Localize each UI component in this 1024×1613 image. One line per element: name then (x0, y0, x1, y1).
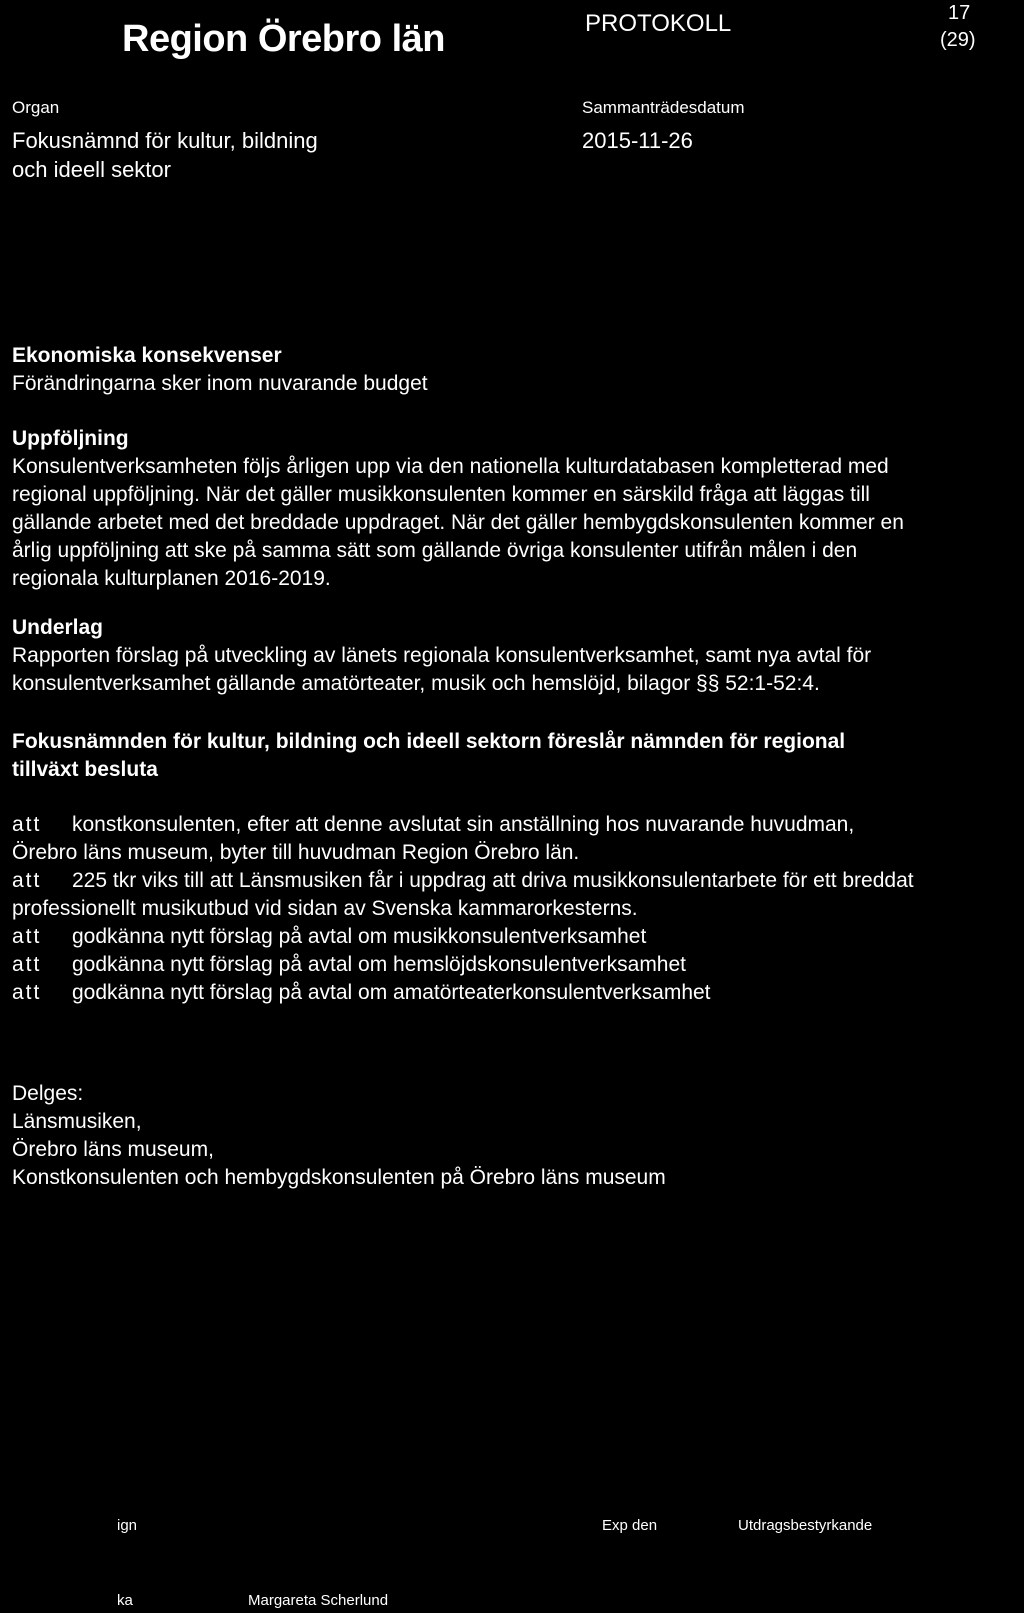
paragraph-line: Förändringarna sker inom nuvarande budget (12, 372, 428, 395)
decision-continuation: Örebro läns museum, byter till huvudman Region Örebro län. (12, 841, 580, 864)
recipient: Örebro läns museum, (12, 1138, 214, 1161)
proposal-heading-line-1: Fokusnämnden för kultur, bildning och ideell sektorn föreslår nämnden för regional (12, 730, 846, 753)
att-prefix: att (12, 953, 42, 976)
recipient: Länsmusiken, (12, 1110, 142, 1133)
section-heading: Uppföljning (12, 427, 129, 450)
section-heading: Underlag (12, 616, 104, 639)
paragraph-line: gällande arbetet med det breddade uppdraget. När det gäller hembygdskonsulenten kommer en (12, 511, 904, 534)
section-uppfoljning (12, 425, 1020, 593)
exp-label: Exp den (602, 1517, 658, 1534)
att-prefix: att (12, 925, 42, 948)
section-underlag (12, 614, 1020, 698)
paragraph-line: Konsulentverksamheten följs årligen upp via den nationella kulturdatabasen kompletterad med (12, 455, 889, 478)
delges-block (12, 1080, 1020, 1192)
decision-item (12, 867, 1020, 895)
meeting-date: 2015-11-26 (582, 128, 693, 153)
recipient: Konstkonsulenten och hembygdskonsulenten på Örebro läns museum (12, 1166, 666, 1189)
proposal-heading-line-2: tillväxt besluta (12, 758, 158, 781)
decision-text: godkänna nytt förslag på avtal om musikkonsulentverksamhet (72, 925, 647, 948)
page-number: 17 (948, 2, 971, 24)
organ-label: Organ (12, 98, 60, 117)
document-type: PROTOKOLL (585, 10, 732, 37)
region-logo: Region Örebro län (122, 18, 445, 60)
section-forslag (12, 728, 1020, 784)
decision-item (12, 951, 1020, 979)
decision-item (12, 811, 1020, 839)
decision-list (12, 811, 1020, 1007)
paragraph-line: konsulentverksamhet gällande amatörteater, musik och hemslöjd, bilagor §§ 52:1-52:4. (12, 672, 820, 695)
paragraph-line: årlig uppföljning att ske på samma sätt som gällande övriga konsulenter utifrån målen i den (12, 539, 858, 562)
signatory-name: Margareta Scherlund (248, 1592, 389, 1609)
organ-line-2: och ideell sektor (12, 157, 171, 182)
att-prefix: att (12, 813, 42, 836)
decision-text: godkänna nytt förslag på avtal om hemslöjdskonsulentverksamhet (72, 953, 687, 976)
decision-text: 225 tkr viks till att Länsmusiken får i uppdrag att driva musikkonsulentarbete för ett breddat (72, 869, 914, 892)
organ-line-1: Fokusnämnd för kultur, bildning (12, 128, 318, 153)
section-heading: Ekonomiska konsekvenser (12, 344, 282, 367)
paragraph-line: regional uppföljning. När det gäller musikkonsulenten kommer en särskild fråga att läggas till (12, 483, 870, 506)
att-prefix: att (12, 981, 42, 1004)
sign-label: ign (117, 1517, 138, 1534)
delges-label: Delges: (12, 1082, 84, 1105)
footer-left-text: ka (117, 1592, 133, 1609)
date-label: Sammanträdesdatum (582, 98, 745, 117)
decision-text: godkänna nytt förslag på avtal om amatörteaterkonsulentverksamhet (72, 981, 711, 1004)
certify-label: Utdragsbestyrkande (738, 1517, 873, 1534)
decision-item (12, 979, 1020, 1007)
paragraph-line: regionala kulturplanen 2016-2019. (12, 567, 331, 590)
decision-item (12, 923, 1020, 951)
att-prefix: att (12, 869, 42, 892)
paragraph-line: Rapporten förslag på utveckling av länets regionala konsulentverksamhet, samt nya avtal för (12, 644, 872, 667)
section-ekonomi (12, 342, 1020, 398)
decision-text: konstkonsulenten, efter att denne avslutat sin anställning hos nuvarande huvudman, (72, 813, 855, 836)
decision-continuation: professionellt musikutbud vid sidan av Svenska kammarorkesterns. (12, 897, 638, 920)
page-total: (29) (940, 29, 976, 51)
